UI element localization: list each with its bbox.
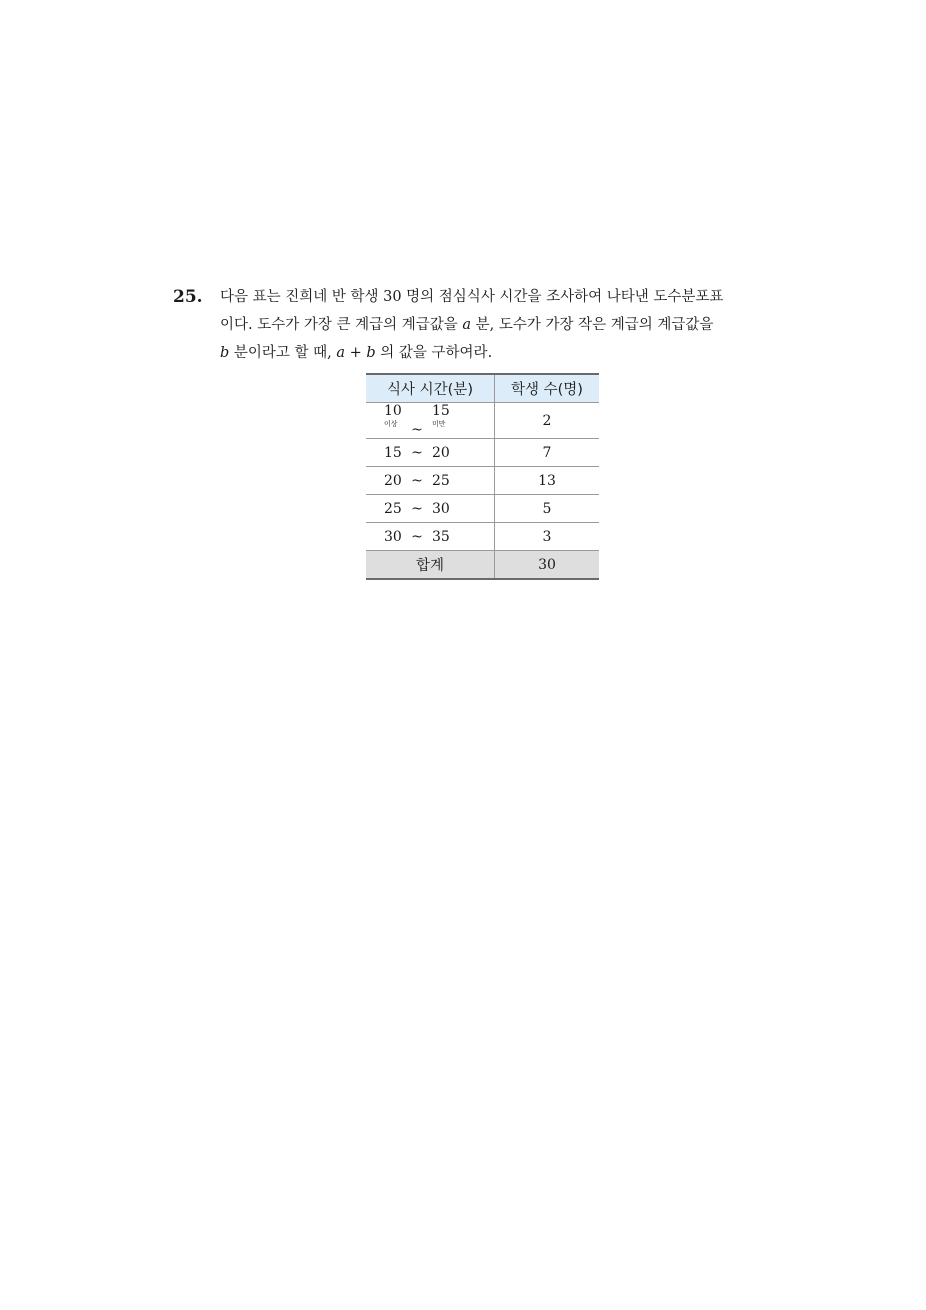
lower-value: 10 <box>384 403 402 419</box>
class-interval <box>366 403 495 439</box>
problem-stem <box>220 283 760 367</box>
upper-value: 15 <box>432 403 450 419</box>
header-meal-time: 식사 시간(분) <box>366 374 495 403</box>
stem-text: 의 값을 구하여라. <box>375 345 493 361</box>
interval-upper: 35 <box>432 528 450 545</box>
table-row <box>366 439 599 467</box>
stem-text: 이다. 도수가 가장 큰 계급의 계급값을 <box>220 317 458 333</box>
tilde: ~ <box>411 500 423 517</box>
problem-number: 25. <box>173 287 203 307</box>
upper-suffix: 미만 <box>432 420 446 428</box>
table-total-row <box>366 551 599 580</box>
interval-upper <box>430 403 452 438</box>
frequency: 3 <box>495 523 600 551</box>
frequency: 5 <box>495 495 600 523</box>
class-interval <box>366 467 495 495</box>
stem-line-1: 다음 표는 진희네 반 학생 30 명의 점심식사 시간을 조사하여 나타낸 도수분포표 <box>220 289 724 305</box>
frequency: 2 <box>495 403 600 439</box>
tilde: ~ <box>411 422 423 438</box>
table-row <box>366 403 599 439</box>
tilde: ~ <box>411 472 423 489</box>
tilde: ~ <box>411 444 423 461</box>
variable-a: a <box>462 317 472 333</box>
total-value: 30 <box>495 551 600 580</box>
interval-lower: 30 <box>384 528 402 545</box>
table-row <box>366 523 599 551</box>
table-row <box>366 495 599 523</box>
expression-a-plus-b: a + b <box>336 345 376 361</box>
interval-upper: 25 <box>432 472 450 489</box>
frequency: 13 <box>495 467 600 495</box>
class-interval <box>366 495 495 523</box>
interval-upper: 30 <box>432 500 450 517</box>
class-interval <box>366 523 495 551</box>
interval-lower: 20 <box>384 472 402 489</box>
table-row <box>366 467 599 495</box>
interval-lower: 25 <box>384 500 402 517</box>
stem-text: 분이라고 할 때, <box>229 345 337 361</box>
stem-text: 분, 도수가 가장 작은 계급의 계급값을 <box>471 317 714 333</box>
variable-b: b <box>220 345 230 361</box>
interval-upper: 20 <box>432 444 450 461</box>
header-student-count: 학생 수(명) <box>495 374 600 403</box>
table-header-row <box>366 374 599 403</box>
interval-lower <box>384 403 404 438</box>
tilde: ~ <box>411 528 423 545</box>
frequency-table <box>366 373 599 580</box>
class-interval <box>366 439 495 467</box>
stem-line-3 <box>220 339 760 367</box>
frequency: 7 <box>495 439 600 467</box>
interval-lower: 15 <box>384 444 402 461</box>
stem-line-2 <box>220 311 760 339</box>
lower-suffix: 이상 <box>384 420 398 428</box>
total-label: 합계 <box>366 551 495 580</box>
